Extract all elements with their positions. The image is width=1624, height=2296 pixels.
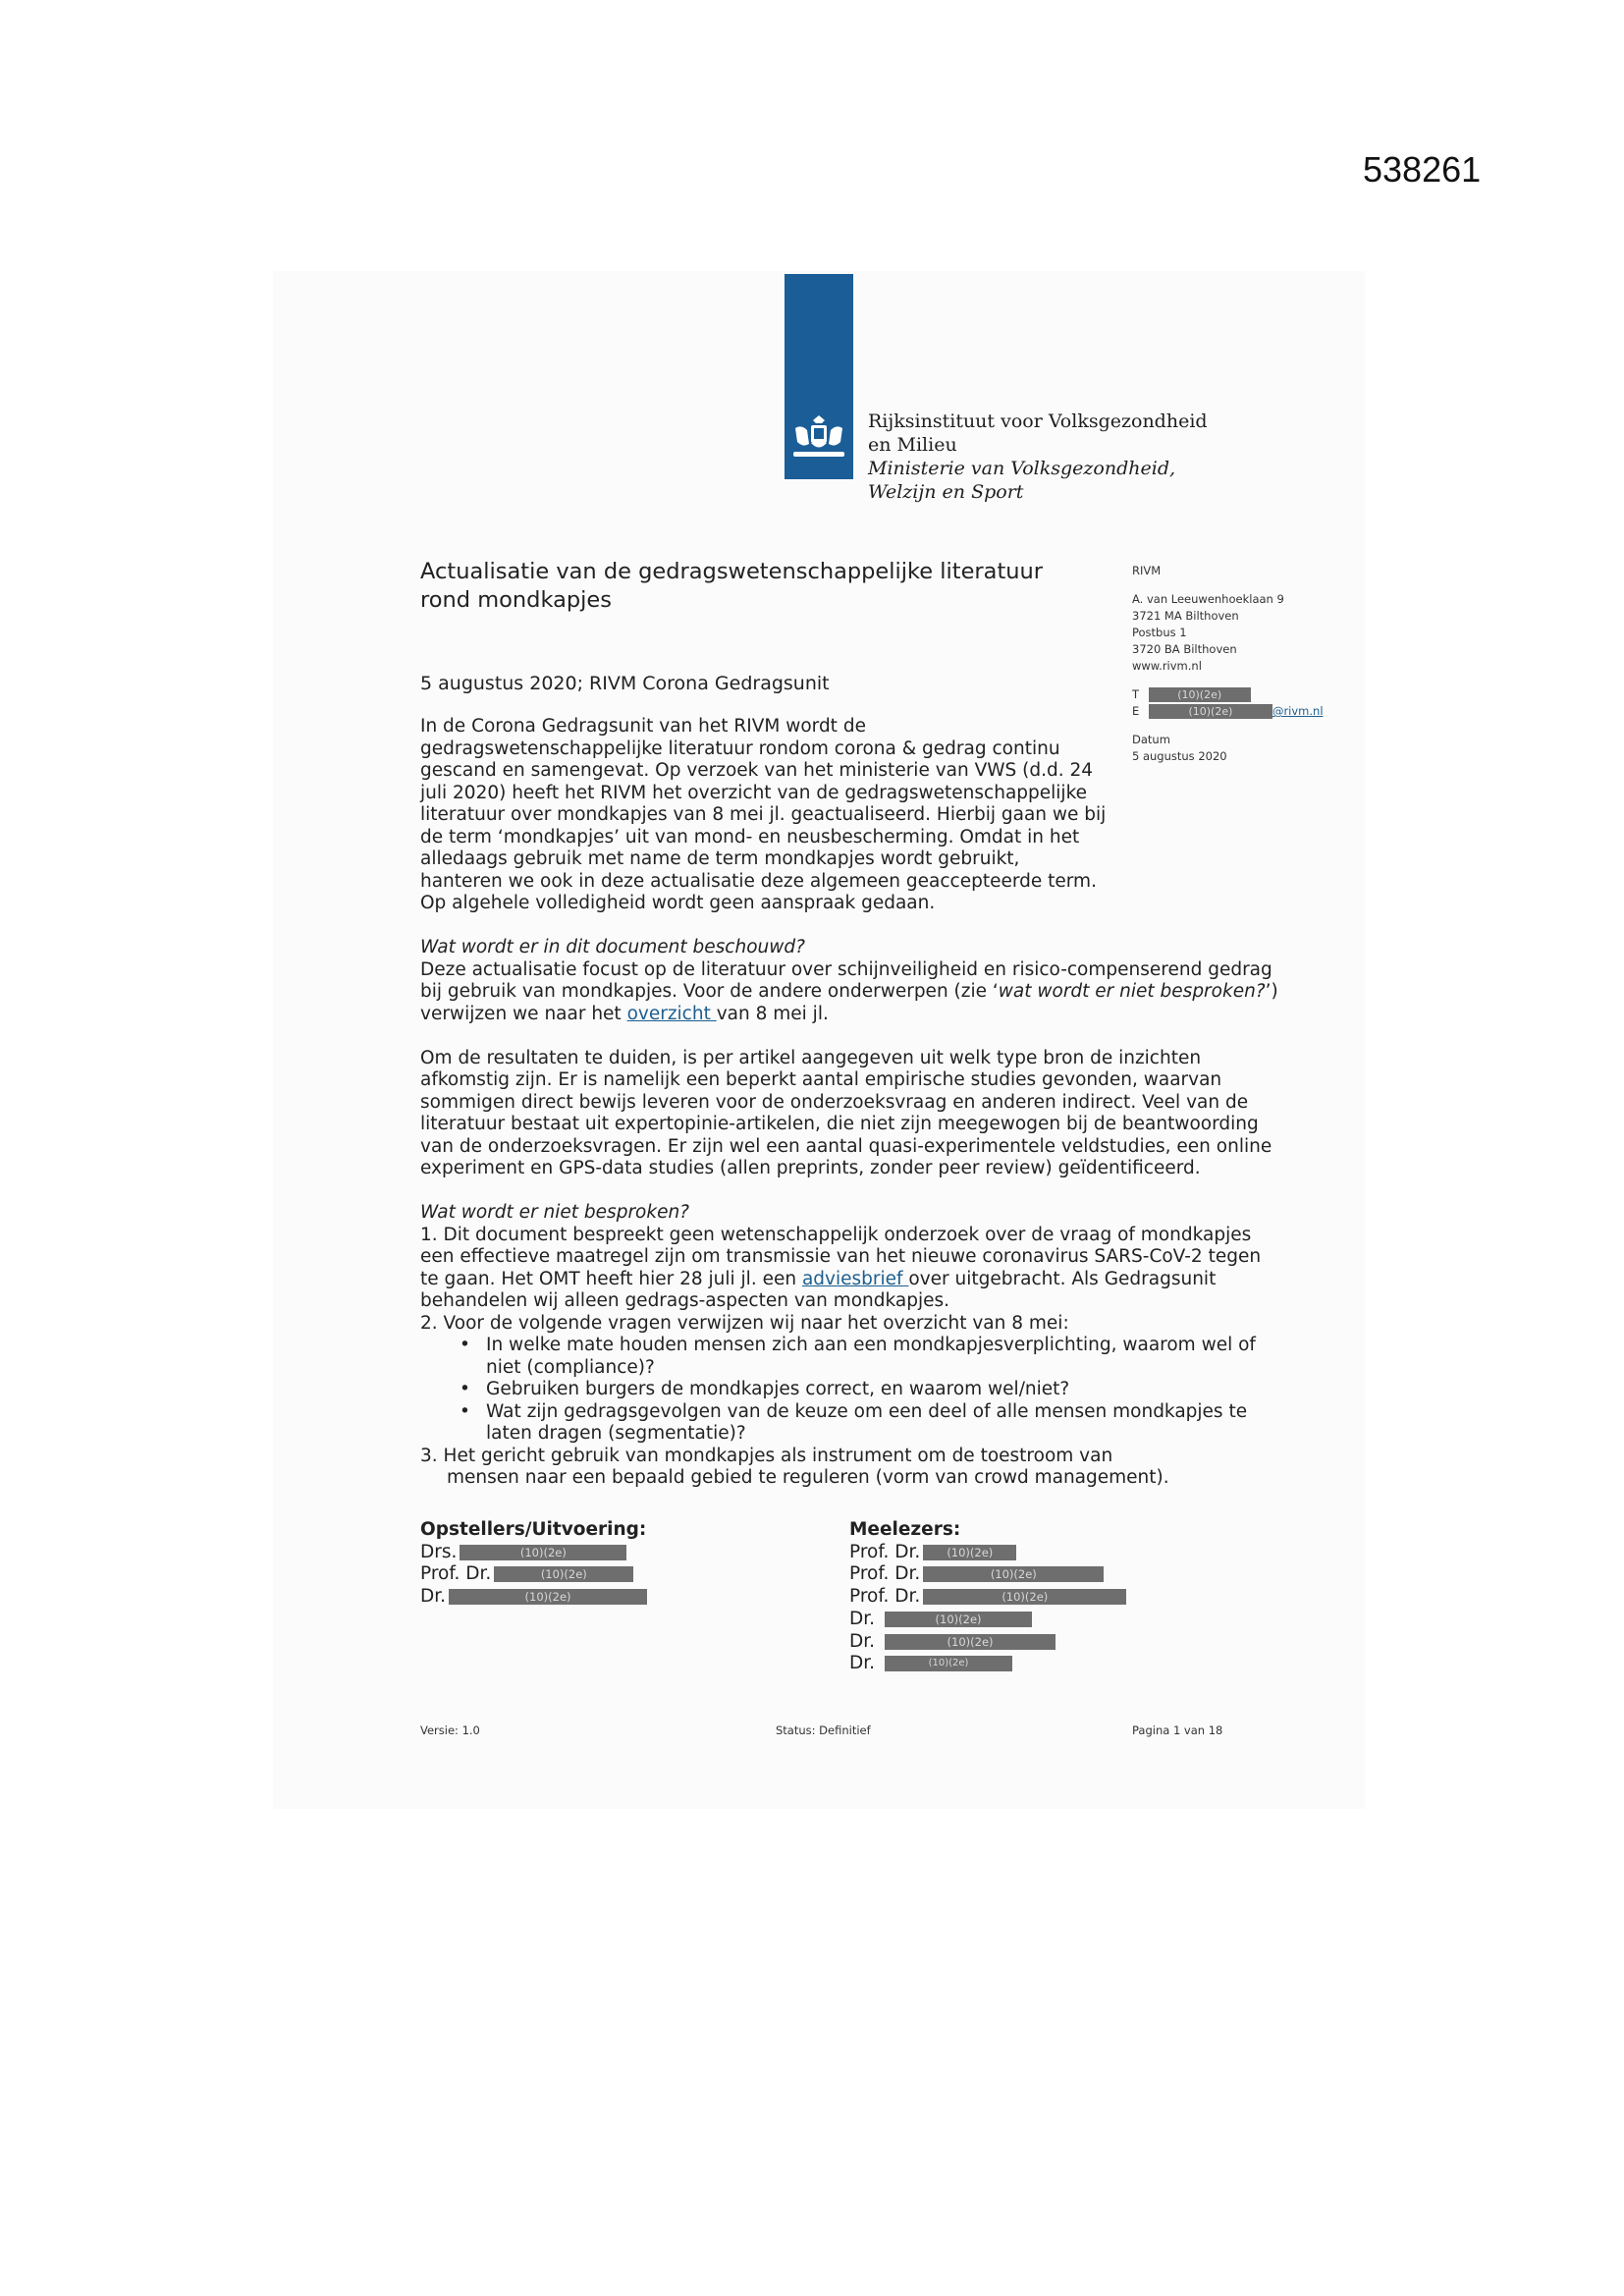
adviesbrief-link[interactable]: adviesbrief xyxy=(801,1268,909,1289)
reader-row xyxy=(849,1609,1126,1631)
reader-title: Dr. xyxy=(849,1608,876,1629)
sidebar-phone xyxy=(1132,686,1328,703)
footer-version: Versie: 1.0 xyxy=(420,1723,480,1737)
focus-text-italic: wat wordt er niet besproken? xyxy=(998,981,1266,1002)
reader-title: Dr. xyxy=(849,1630,876,1652)
item1-text-b: over uitgebracht. Als Gedragsunit behandelen wij alleen gedrags-aspecten van mondkapjes. xyxy=(420,1268,1217,1311)
author-row xyxy=(420,1563,647,1586)
section-question-considered: Wat wordt er in dit document beschouwd? xyxy=(420,937,805,957)
phone-label: T xyxy=(1132,687,1140,701)
date-line: 5 augustus 2020; RIVM Corona Gedragsunit xyxy=(420,673,830,694)
reader-row xyxy=(849,1653,1126,1675)
not-discussed-item-1 xyxy=(420,1225,1284,1313)
document-number: 538261 xyxy=(1363,149,1482,190)
readers-column xyxy=(849,1519,1126,1675)
footer-page: Pagina 1 van 18 xyxy=(1132,1723,1223,1737)
not-discussed-item-3b: mensen naar een bepaald gebied te reguleren (vorm van crowd management). xyxy=(447,1467,1169,1488)
sidebar-website: www.rivm.nl xyxy=(1132,659,1202,673)
reader-redaction: (10)(2e) xyxy=(885,1634,1056,1650)
overzicht-link[interactable]: overzicht xyxy=(626,1003,717,1024)
reader-redaction: (10)(2e) xyxy=(885,1612,1032,1627)
email-domain[interactable]: @rivm.nl xyxy=(1272,704,1324,718)
author-redaction: (10)(2e) xyxy=(494,1566,633,1582)
reader-row xyxy=(849,1563,1126,1586)
bullet-list xyxy=(420,1335,1284,1446)
sidebar-address-2: 3721 MA Bilthoven xyxy=(1132,609,1239,623)
intro-paragraph: In de Corona Gedragsunit van het RIVM wordt de gedragswetenschappelijke literatuur rondom corona & gedrag continu gescand en samengevat. Op verzoek van het ministerie van VWS (d.d. 24 juli 2020) heeft het RIVM het overzicht van de gedragswetenschappelijke literatuur over mondkapjes van 8 mei jl. geactualiseerd. Hierbij gaan we bij de term ‘mondkapjes’ uit van mond- en neusbescherming. Omdat in het alledaags gebruik met name de term mondkapjes wordt gebruikt, hanteren we ook in deze actualisatie deze algemeen geaccepteerde term. Op algehele volledigheid wordt geen aanspraak gedaan. xyxy=(420,716,1107,913)
item1-text-a: 1. Dit document bespreekt geen wetenschappelijk onderzoek over de vraag of mondkapjes een effectieve maatregel zijn om transmissie van het nieuwe coronavirus SARS-CoV-2 tegen te gaan. Het OMT heeft hier 28 juli jl. een xyxy=(420,1224,1262,1289)
logo-line-3: Ministerie van Volksgezondheid, xyxy=(868,458,1176,479)
sidebar-address-4: 3720 BA Bilthoven xyxy=(1132,642,1237,656)
bullet-item: • Gebruiken burgers de mondkapjes correct, en waarom wel/niet? xyxy=(460,1379,1284,1401)
reader-redaction: (10)(2e) xyxy=(923,1589,1126,1605)
readers-heading: Meelezers: xyxy=(849,1519,961,1540)
reader-row xyxy=(849,1542,1126,1564)
author-title: Prof. Dr. xyxy=(420,1563,492,1585)
focus-paragraph xyxy=(420,959,1284,1026)
rijksoverheid-logo-bar xyxy=(785,274,853,479)
email-redaction: (10)(2e) xyxy=(1149,704,1272,719)
reader-redaction: (10)(2e) xyxy=(885,1656,1012,1671)
author-row xyxy=(420,1586,647,1609)
reader-title: Prof. Dr. xyxy=(849,1541,921,1562)
document-title: Actualisatie van de gedragswetenschappelijke literatuur rond mondkapjes xyxy=(420,559,1044,613)
coat-of-arms-icon xyxy=(789,414,848,464)
sidebar-org: RIVM xyxy=(1132,564,1162,577)
logo-line-4: Welzijn en Sport xyxy=(868,481,1024,503)
reader-row xyxy=(849,1631,1126,1654)
author-redaction: (10)(2e) xyxy=(460,1545,626,1560)
authors-heading: Opstellers/Uitvoering: xyxy=(420,1519,647,1540)
author-title: Drs. xyxy=(420,1541,458,1562)
logo-text xyxy=(868,410,1208,504)
reader-redaction: (10)(2e) xyxy=(923,1545,1016,1560)
not-discussed-item-3a: 3. Het gericht gebruik van mondkapjes als instrument om de toestroom van xyxy=(420,1445,1113,1466)
author-row xyxy=(420,1542,647,1564)
not-discussed-item-2: 2. Voor de volgende vragen verwijzen wij naar het overzicht van 8 mei: xyxy=(420,1312,1069,1334)
sidebar-address-1: A. van Leeuwenhoeklaan 9 xyxy=(1132,592,1284,606)
datum-value: 5 augustus 2020 xyxy=(1132,749,1227,763)
email-label: E xyxy=(1132,704,1140,718)
logo-line-1: Rijksinstituut voor Volksgezondheid xyxy=(868,410,1208,432)
methods-paragraph: Om de resultaten te duiden, is per artikel aangegeven uit welk type bron de inzichten afkomstig zijn. Er is namelijk een beperkt aantal empirische studies gevonden, waarvan sommigen direct bewijs leveren voor de onderzoeksvraag en anderen indirect. Veel van de literatuur bestaat uit expertopinie-artikelen, die niet zijn meegewogen bij de beantwoording van de onderzoeksvragen. Er zijn wel een aantal quasi-experimentele veldstudies, een online experiment en GPS-data studies (allen preprints, zonder peer review) geïdentificeerd. xyxy=(420,1047,1272,1178)
footer-status: Status: Definitief xyxy=(776,1723,871,1737)
reader-row xyxy=(849,1586,1126,1609)
focus-text-c: van 8 mei jl. xyxy=(716,1003,829,1024)
section-question-not-discussed: Wat wordt er niet besproken? xyxy=(420,1202,690,1223)
logo-line-2: en Milieu xyxy=(868,434,957,456)
reader-title: Dr. xyxy=(849,1653,876,1674)
reader-title: Prof. Dr. xyxy=(849,1563,921,1585)
author-title: Dr. xyxy=(420,1586,447,1608)
focus-text-a: Deze actualisatie focust op de literatuur over schijnveiligheid en risico-compenserend gedrag bij gebruik van mondkapjes. Voor de andere onderwerpen (zie ‘ xyxy=(420,958,1272,1002)
authors-column xyxy=(420,1519,647,1609)
bullet-item: • In welke mate houden mensen zich aan een mondkapjesverplichting, waarom wel of niet (compliance)? xyxy=(460,1335,1284,1379)
phone-redaction: (10)(2e) xyxy=(1149,687,1251,702)
focus-text-b: ’) verwijzen we naar het xyxy=(420,981,1278,1024)
document-body xyxy=(420,716,1284,1490)
bullet-item: • Wat zijn gedragsgevolgen van de keuze om een deel of alle mensen mondkapjes te laten dragen (segmentatie)? xyxy=(460,1401,1284,1446)
sidebar-address-3: Postbus 1 xyxy=(1132,626,1187,639)
datum-label: Datum xyxy=(1132,733,1170,746)
reader-title: Prof. Dr. xyxy=(849,1586,921,1608)
reader-redaction: (10)(2e) xyxy=(923,1566,1104,1582)
author-redaction: (10)(2e) xyxy=(449,1589,647,1605)
